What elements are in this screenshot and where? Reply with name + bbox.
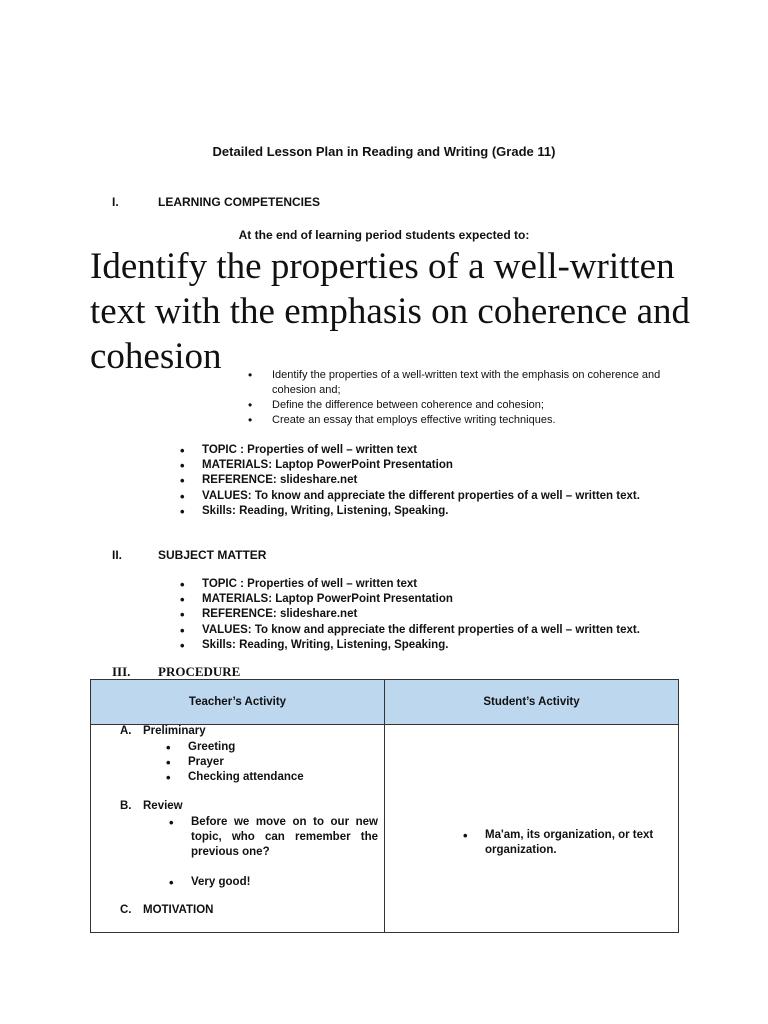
step-b-title: Review [143,800,183,812]
step-c-label: C. [120,904,132,916]
materials-item: • MATERIALS: Laptop PowerPoint Presentation [180,592,700,607]
step-a-label: A. [120,725,132,737]
step-a-title: Preliminary [143,725,206,737]
preliminary-list [166,740,366,786]
list-item: • Prayer [166,755,366,770]
section-3-title: PROCEDURE [158,664,241,679]
objective-item: • Identify the properties of a well-written text with the emphasis on coherence and cohesion and; [248,368,668,398]
document-title: Detailed Lesson Plan in Reading and Writing (Grade 11) [212,144,556,159]
list-item: • Before we move on to our new topic, who can remember the previous one? [169,815,378,861]
procedure-table [90,679,679,933]
list-item: • Very good! [169,875,378,890]
topic-item: • TOPIC : Properties of well – written text [180,577,700,592]
topic-item: • TOPIC : Properties of well – written text [180,443,700,458]
step-c-title: MOTIVATION [143,904,214,916]
intro-text: At the end of learning period students expected to: [238,228,530,242]
section-1-title: LEARNING COMPETENCIES [158,195,321,209]
section-2-title: SUBJECT MATTER [158,548,267,562]
topic-list-b [180,577,700,653]
objectives-list [248,368,668,428]
student-activity-cell [385,725,679,933]
reference-item: • REFERENCE: slideshare.net [180,607,700,622]
list-item: • Ma'am, its organization, or text organization. [463,828,673,858]
list-item: • Greeting [166,740,366,755]
student-activity-header: Student’s Activity [385,680,679,725]
list-item: • Checking attendance [166,770,366,785]
reference-item: • REFERENCE: slideshare.net [180,473,700,488]
materials-item: • MATERIALS: Laptop PowerPoint Presentation [180,458,700,473]
objective-item: • Create an essay that employs effective writing techniques. [248,413,668,428]
topic-list-a [180,443,700,519]
skills-item: • Skills: Reading, Writing, Listening, Speaking. [180,638,700,653]
student-response-list [463,828,673,858]
review-list [169,815,378,890]
objective-item: • Define the difference between coherence and cohesion; [248,398,668,413]
competency-heading: Identify the properties of a well-written text with the emphasis on coherence and cohesion [90,246,691,377]
section-3-number: III. [112,664,131,679]
teacher-activity-header: Teacher’s Activity [91,680,385,725]
step-b-label: B. [120,800,132,812]
skills-item: • Skills: Reading, Writing, Listening, Speaking. [180,504,700,519]
section-1-number: I. [112,195,119,209]
values-item: • VALUES: To know and appreciate the different properties of a well – written text. [180,623,700,638]
teacher-activity-cell [91,725,385,933]
section-2-number: II. [112,548,123,562]
values-item: • VALUES: To know and appreciate the different properties of a well – written text. [180,489,700,504]
